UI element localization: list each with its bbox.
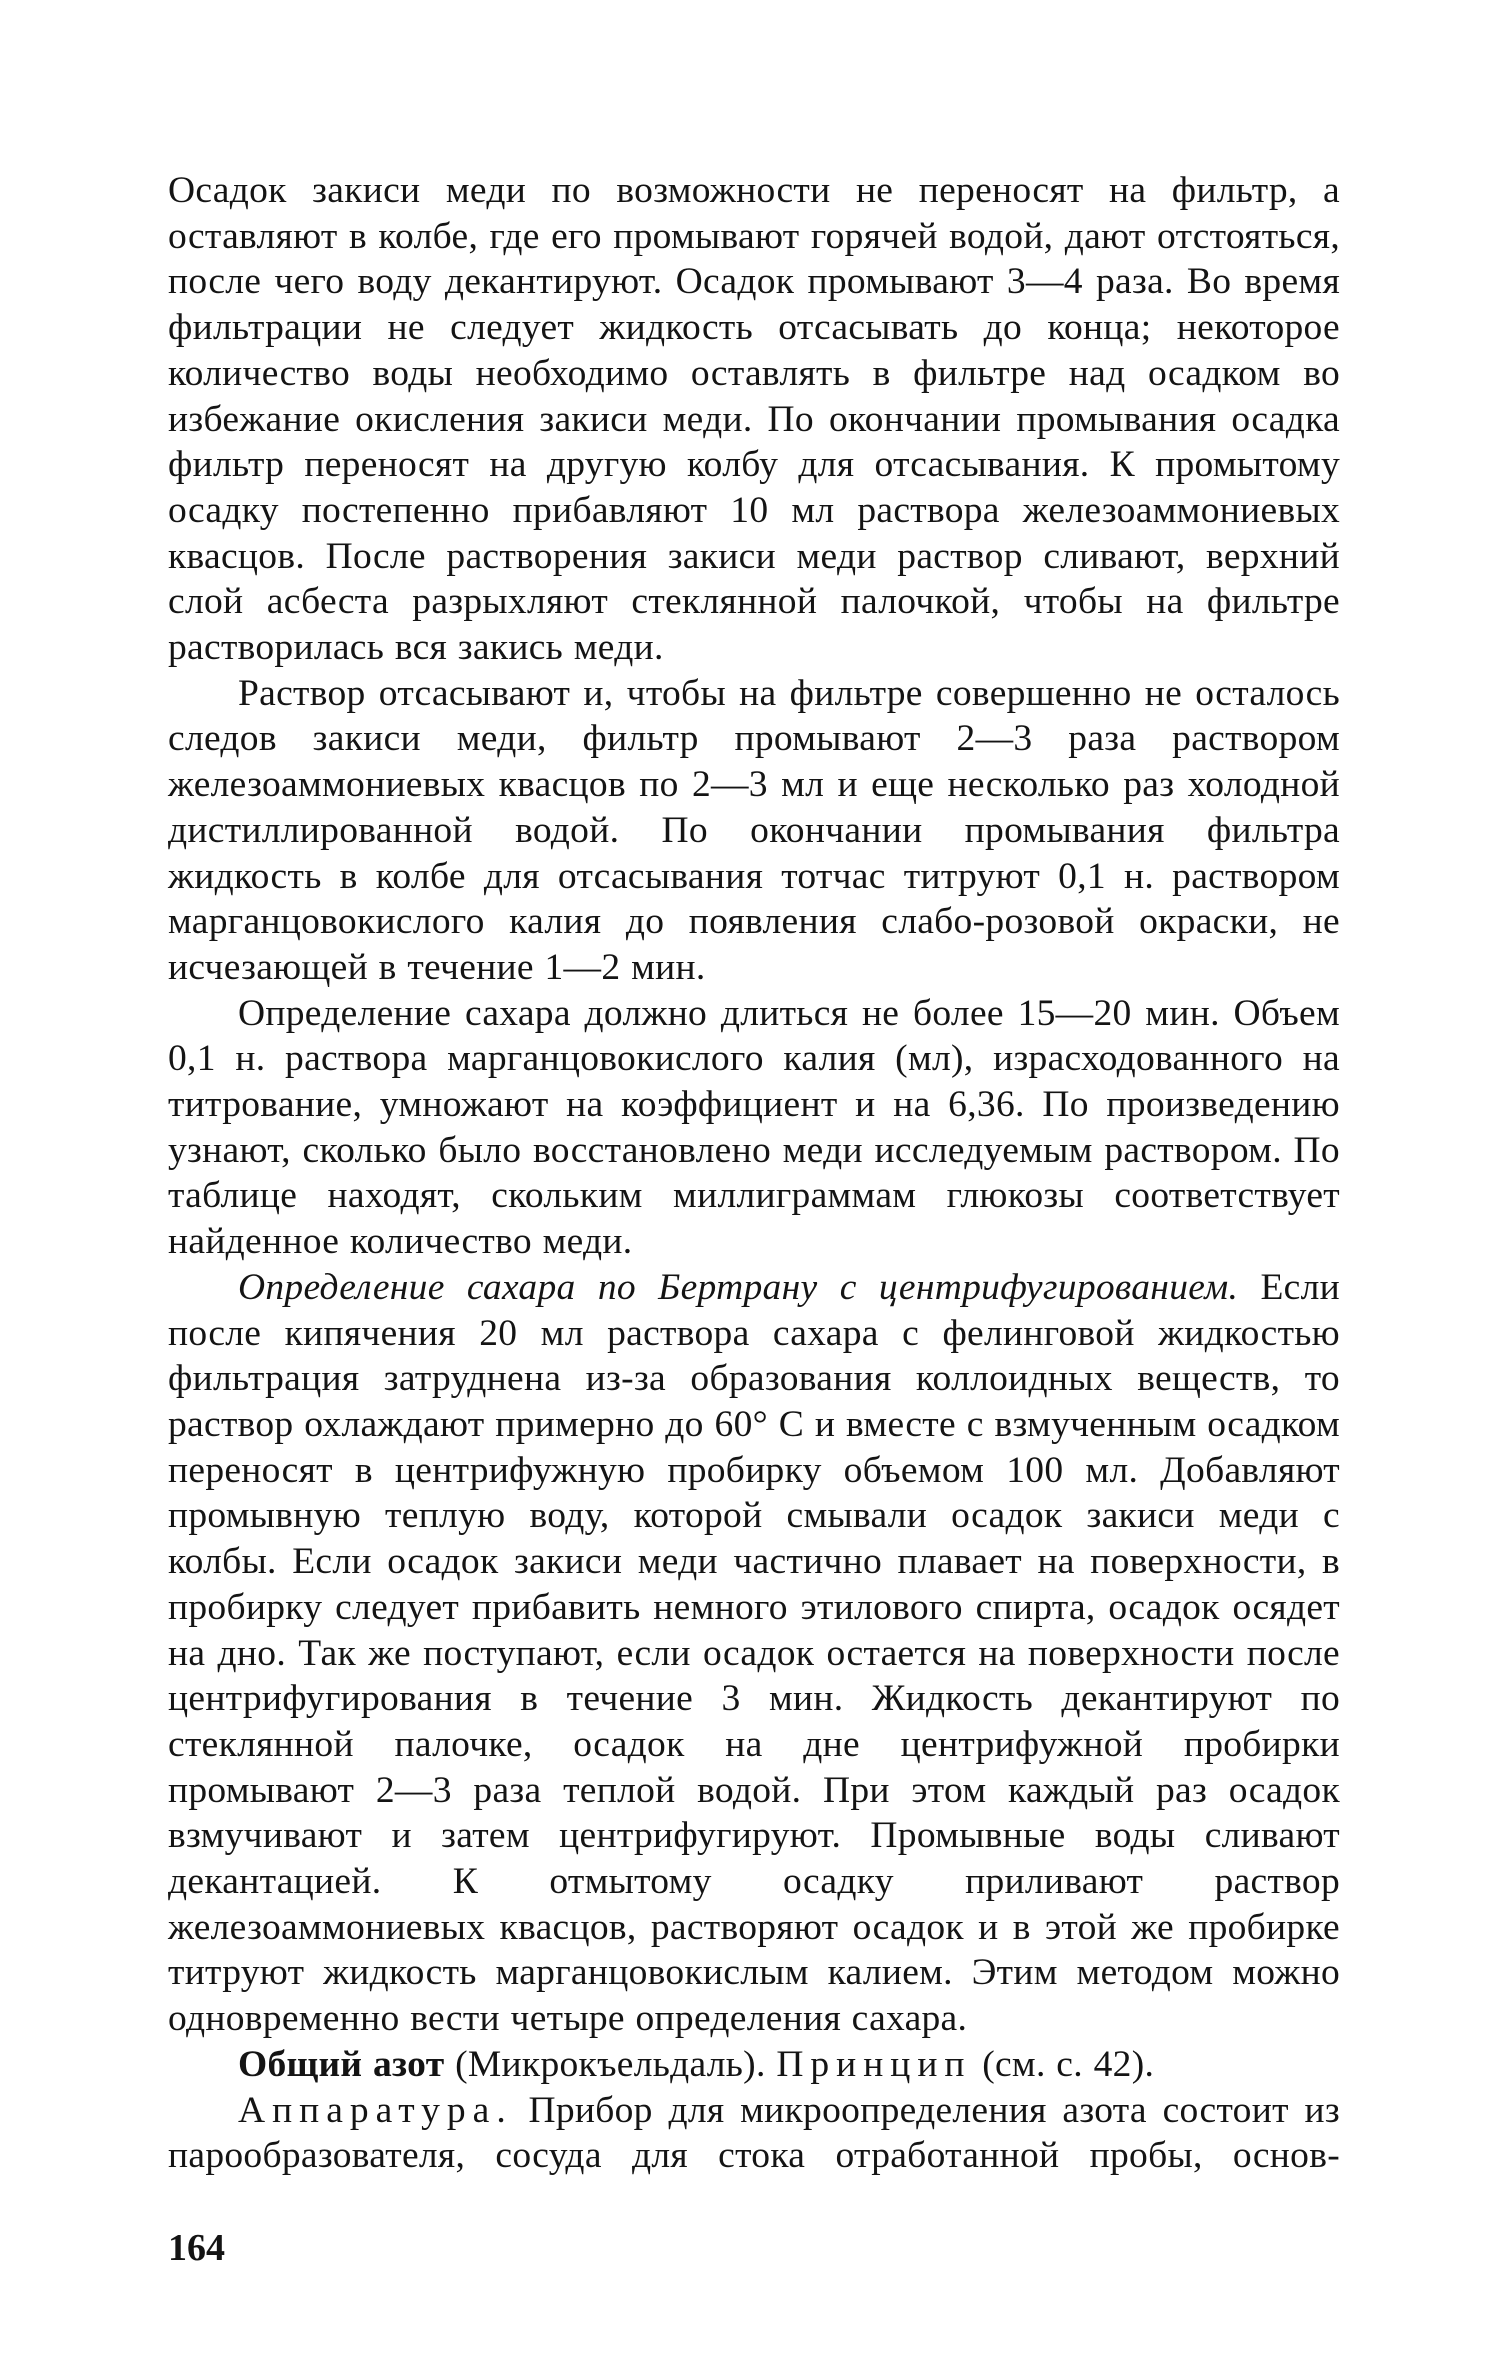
micro-kjeldahl-label: (Микрокъельдаль).	[444, 2043, 777, 2085]
paragraph-sugar-determination: Определение сахара должно длиться не более 15—20 мин. Объем 0,1 н. раствора марганцовокислого калия (мл), израсходованного на титрование, умножают на коэффициент и на 6,36. По произведению узнают, сколько было восстановлено меди исследуемым раствором. По таблице находят, скольким миллиграммам глюкозы соответствует найденное количество меди.	[168, 992, 1340, 1263]
paragraph-apparatus	[168, 2088, 1340, 2179]
total-nitrogen-heading: Общий азот	[238, 2043, 445, 2085]
page-reference: (см. с. 42).	[971, 2043, 1155, 2085]
principle-label: Принцип	[776, 2043, 972, 2085]
page-number: 164	[168, 2227, 225, 2269]
bertrand-method-text: Если после кипячения 20 мл раствора сахара с фелинговой жидкостью фильтрация затруднена из-за образования коллоидных веществ, то раствор охлаждают примерно до 60° С и вместе с взмученным осадком переносят в центрифужную пробирку объемом 100 мл. Добавляют промывную теплую воду, которой смывали осадок закиси меди с колбы. Если осадок закиси меди частично плавает на поверхности, в пробирку следует прибавить немного этилового спирта, осадок осядет на дно. Так же поступают, если осадок остается на поверхности после центрифугирования в течение 3 мин. Жидкость декантируют по стеклянной палочке, осадок на дне центрифужной пробирки промывают 2—3 раза теплой водой. При этом каждый раз осадок взмучивают и затем центрифугируют. Промывные воды сливают декантацией. К отмытому осадку приливают раствор железоаммониевых квасцов, растворяют осадок и в этой же пробирке титруют жидкость марганцовокислым калием. Этим методом можно одновременно вести четыре определения сахара.	[168, 1266, 1340, 2040]
apparatus-text: Прибор для микроопределения азота состоит из парообразователя, сосуда для стока отработанной пробы, основ-	[168, 2089, 1340, 2177]
page-body	[168, 168, 1340, 2179]
paragraph-filter-rinsing: Раствор отсасывают и, чтобы на фильтре совершенно не осталось следов закиси меди, фильтр промывают 2—3 раза раствором железоаммониевых квасцов по 2—3 мл и еще несколько раз холодной дистиллированной водой. По окончании промывания фильтра жидкость в колбе для отсасывания тотчас титруют 0,1 н. раствором марганцовокислого калия до появления слабо-розовой окраски, не исчезающей в течение 1—2 мин.	[168, 672, 1340, 988]
bertrand-method-heading: Определение сахара по Бертрану с центрифугированием.	[238, 1266, 1239, 1308]
apparatus-label: Аппаратура.	[238, 2089, 513, 2131]
paragraph-total-nitrogen	[168, 2042, 1340, 2088]
paragraph-copper-oxide-washing: Осадок закиси меди по возможности не переносят на фильтр, а оставляют в колбе, где его промывают горячей водой, дают отстояться, после чего воду декантируют. Осадок промывают 3—4 раза. Во время фильтрации не следует жидкость отсасывать до конца; некоторое количество воды необходимо оставлять в фильтре над осадком во избежание окисления закиси меди. По окончании промывания осадка фильтр переносят на другую колбу для отсасывания. К промытому осадку постепенно прибавляют 10 мл раствора железоаммониевых квасцов. После растворения закиси меди раствор сливают, верхний слой асбеста разрыхляют стеклянной палочкой, чтобы на фильтре растворилась вся закись меди.	[168, 170, 1340, 669]
paragraph-bertrand-centrifugation	[168, 1265, 1340, 2042]
